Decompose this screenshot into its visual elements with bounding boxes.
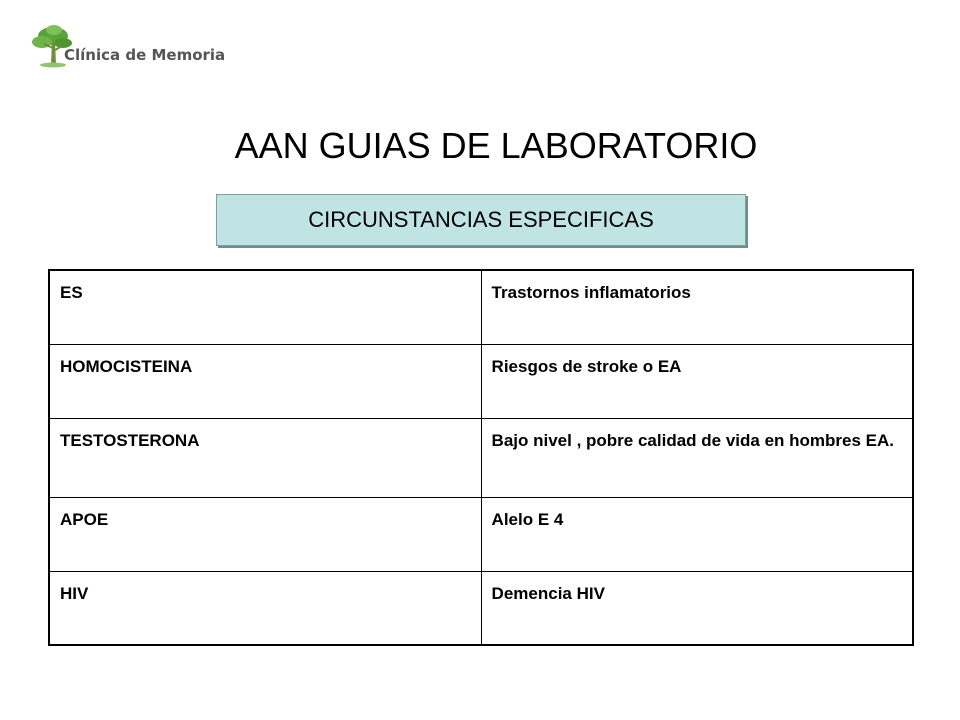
table-row: [49, 418, 913, 497]
table-row: [49, 270, 913, 344]
indication-cell: Demencia HIV: [481, 571, 913, 645]
indication-cell: Trastornos inflamatorios: [481, 270, 913, 344]
test-cell: HIV: [49, 571, 481, 645]
logo-text: Clínica de Memoria: [64, 46, 226, 64]
test-cell: TESTOSTERONA: [49, 418, 481, 497]
indication-cell: Bajo nivel , pobre calidad de vida en hombres EA.: [481, 418, 913, 497]
indication-cell: Alelo E 4: [481, 497, 913, 571]
table-row: [49, 571, 913, 645]
clinic-logo: [28, 22, 248, 72]
subtitle-text: CIRCUNSTANCIAS ESPECIFICAS: [308, 207, 654, 232]
lab-guidelines-table: [48, 269, 914, 646]
test-cell: APOE: [49, 497, 481, 571]
subtitle-box: [216, 194, 746, 246]
table-row: [49, 497, 913, 571]
test-cell: HOMOCISTEINA: [49, 344, 481, 418]
table-row: [49, 344, 913, 418]
indication-cell: Riesgos de stroke o EA: [481, 344, 913, 418]
slide-title: AAN GUIAS DE LABORATORIO: [234, 125, 758, 166]
test-cell: ES: [49, 270, 481, 344]
